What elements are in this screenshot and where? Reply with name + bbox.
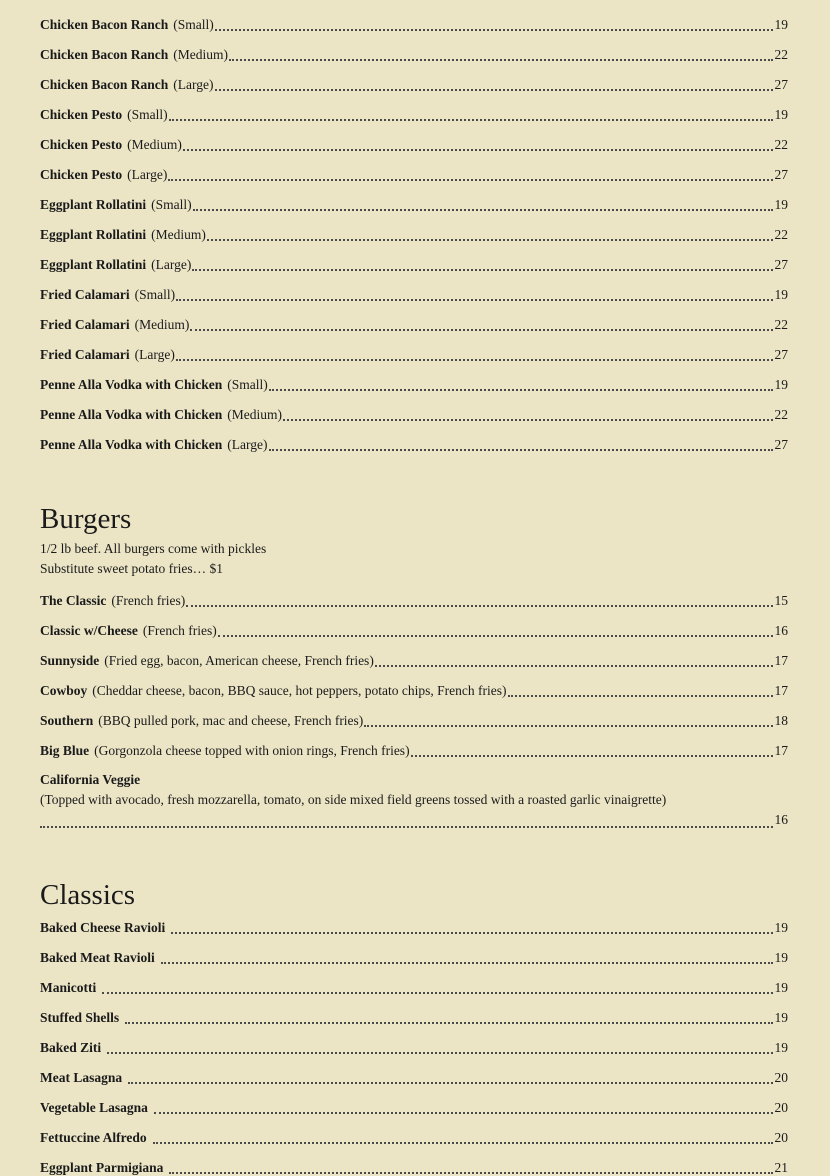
menu-item-description: (Topped with avocado, fresh mozzarella, tomato, on side mixed field greens tossed with a roasted garlic vinaigrette): [40, 792, 667, 807]
menu-item-price: 19: [774, 1040, 788, 1055]
dot-leader: [411, 755, 773, 757]
menu-item-description: (Small): [151, 197, 192, 212]
menu-item-price: 15: [774, 593, 788, 608]
menu-item-price: 16: [774, 623, 788, 638]
menu-item-description: (Medium): [173, 47, 229, 62]
dot-leader: [229, 59, 773, 61]
classics-section-title: Classics: [40, 879, 136, 911]
menu-item-description: (French fries): [111, 593, 186, 608]
dot-leader: [186, 605, 773, 607]
menu-item-description: (Small): [227, 377, 268, 392]
menu-item-price: 20: [774, 1070, 788, 1085]
dot-leader: [269, 449, 773, 451]
menu-item-name: Baked Meat Ravioli: [40, 950, 155, 965]
menu-item-name: Chicken Bacon Ranch: [40, 77, 169, 92]
menu-item-description: (Gorgonzola cheese topped with onion rings, French fries): [94, 743, 410, 758]
dot-leader: [125, 1022, 773, 1024]
menu-item-name: Chicken Bacon Ranch: [40, 17, 169, 32]
menu-item-price: 19: [774, 17, 788, 32]
menu-item-row: [40, 213, 788, 243]
menu-item-price: 19: [774, 287, 788, 302]
menu-item-name: Chicken Pesto: [40, 107, 123, 122]
burgers-list: [40, 579, 788, 759]
menu-item-name: Fried Calamari: [40, 317, 130, 332]
menu-item-description: (Small): [173, 17, 214, 32]
menu-item-price: 22: [774, 137, 788, 152]
menu-item-price: 27: [774, 167, 788, 182]
dot-leader: [154, 1112, 773, 1114]
menu-item-price: 19: [774, 377, 788, 392]
menu-item-row: [40, 333, 788, 363]
dot-leader: [40, 826, 773, 828]
menu-item-row: [40, 669, 788, 699]
menu-item-name: Baked Ziti: [40, 1040, 102, 1055]
menu-item-row: [40, 243, 788, 273]
menu-item-price: 19: [774, 920, 788, 935]
menu-item-name: Chicken Pesto: [40, 167, 123, 182]
dot-leader: [102, 992, 773, 994]
menu-item-price: 27: [774, 347, 788, 362]
menu-item-california-veggie: [40, 759, 788, 830]
dot-leader: [153, 1142, 773, 1144]
menu-item-row: [40, 699, 788, 729]
menu-item-name: Fried Calamari: [40, 347, 130, 362]
menu-item-name: Vegetable Lasagna: [40, 1100, 148, 1115]
menu-item-price: 19: [774, 980, 788, 995]
menu-item-row: [40, 33, 788, 63]
menu-item-description: (BBQ pulled pork, mac and cheese, French fries): [98, 713, 364, 728]
dot-leader: [171, 932, 773, 934]
menu-item-row: [40, 966, 788, 996]
menu-item-row: [40, 303, 788, 333]
menu-item-row: [40, 93, 788, 123]
dot-leader: [269, 389, 773, 391]
pasta-list: [40, 3, 788, 453]
menu-item-row: [40, 579, 788, 609]
menu-item-price: 19: [774, 950, 788, 965]
menu-item-name: Manicotti: [40, 980, 97, 995]
menu-item-name: Eggplant Parmigiana: [40, 1160, 164, 1175]
menu-item-row: [40, 609, 788, 639]
menu-item-name: Big Blue: [40, 743, 90, 758]
menu-item-row: [40, 123, 788, 153]
menu-item-name: Southern: [40, 713, 94, 728]
classics-list: [40, 906, 788, 1176]
dot-leader: [107, 1052, 773, 1054]
menu-item-description: (Medium): [127, 137, 182, 152]
menu-item-name: Sunnyside: [40, 653, 100, 668]
menu-item-name: Fettuccine Alfredo: [40, 1130, 147, 1145]
dot-leader: [283, 419, 773, 421]
menu-item-price: 22: [774, 317, 788, 332]
menu-item-price: 27: [774, 257, 788, 272]
burgers-note: 1/2 lb beef. All burgers come with pickles: [40, 541, 267, 556]
menu-item-price: 19: [774, 1010, 788, 1025]
dot-leader: [128, 1082, 773, 1084]
menu-item-name: Cowboy: [40, 683, 88, 698]
menu-item-row: [40, 63, 788, 93]
dot-leader: [215, 89, 773, 91]
menu-item-row: [40, 936, 788, 966]
menu-item-name: Eggplant Rollatini: [40, 197, 147, 212]
menu-item-description: (Large): [134, 347, 175, 362]
menu-item-name: Stuffed Shells: [40, 1010, 120, 1025]
dot-leader: [215, 29, 773, 31]
burgers-section-title: Burgers: [40, 503, 132, 535]
menu-item-description: (Cheddar cheese, bacon, BBQ sauce, hot peppers, potato chips, French fries): [92, 683, 507, 698]
menu-item-price: 16: [774, 812, 788, 827]
menu-item-description: (Large): [227, 437, 268, 452]
menu-item-name: Classic w/Cheese: [40, 623, 138, 638]
menu-item-name: Chicken Pesto: [40, 137, 123, 152]
dot-leader: [169, 119, 773, 121]
menu-item-name: Chicken Bacon Ranch: [40, 47, 169, 62]
dot-leader: [161, 962, 773, 964]
menu-item-row: [40, 393, 788, 423]
menu-item-description: (Medium): [151, 227, 206, 242]
dot-leader: [207, 239, 773, 241]
menu-item-price: 21: [774, 1160, 788, 1175]
menu-item-description: (Large): [151, 257, 192, 272]
menu-item-row: [40, 729, 788, 759]
menu-item-row: [40, 1026, 788, 1056]
menu-item-price: 22: [774, 227, 788, 242]
menu-item-row: [40, 183, 788, 213]
menu-item-name: Penne Alla Vodka with Chicken: [40, 407, 223, 422]
menu-item-description: (Small): [134, 287, 176, 302]
dot-leader: [190, 329, 773, 331]
menu-item-name: California Veggie: [40, 772, 141, 787]
dot-leader: [364, 725, 773, 727]
menu-item-price: 22: [774, 47, 788, 62]
menu-item-price: 22: [774, 407, 788, 422]
menu-page: [40, 3, 788, 1176]
menu-item-price: 27: [774, 77, 788, 92]
menu-item-name: The Classic: [40, 593, 107, 608]
menu-item-name: Eggplant Rollatini: [40, 227, 147, 242]
menu-item-price: 20: [774, 1130, 788, 1145]
menu-item-price: 20: [774, 1100, 788, 1115]
menu-item-description: (Large): [127, 167, 168, 182]
menu-item-row: [40, 153, 788, 183]
menu-item-row: [40, 423, 788, 453]
menu-item-name: Baked Cheese Ravioli: [40, 920, 166, 935]
menu-item-name: Penne Alla Vodka with Chicken: [40, 377, 223, 392]
menu-item-name: Eggplant Rollatini: [40, 257, 147, 272]
burgers-substitute-note: Substitute sweet potato fries… $1: [40, 561, 223, 576]
dot-leader: [193, 209, 773, 211]
menu-item-row: [40, 639, 788, 669]
menu-item-row: [40, 1146, 788, 1176]
dot-leader: [218, 635, 773, 637]
menu-item-row: [40, 3, 788, 33]
menu-item-price: 17: [774, 653, 788, 668]
dot-leader: [169, 1172, 773, 1174]
menu-item-price: 19: [774, 197, 788, 212]
menu-item-price: 18: [774, 713, 788, 728]
dot-leader: [192, 269, 773, 271]
dot-leader: [375, 665, 773, 667]
dot-leader: [168, 179, 773, 181]
menu-item-price: 19: [774, 107, 788, 122]
menu-item-description: (Medium): [134, 317, 190, 332]
dot-leader: [176, 359, 773, 361]
menu-item-row: [40, 1116, 788, 1146]
menu-item-price: 17: [774, 683, 788, 698]
dot-leader: [183, 149, 773, 151]
menu-item-description: (Medium): [227, 407, 283, 422]
menu-item-row: [40, 363, 788, 393]
menu-item-row: [40, 1086, 788, 1116]
menu-item-row: [40, 273, 788, 303]
menu-item-price: 17: [774, 743, 788, 758]
menu-item-description: (Large): [173, 77, 214, 92]
dot-leader: [508, 695, 773, 697]
menu-item-name: Fried Calamari: [40, 287, 130, 302]
menu-item-description: (Small): [127, 107, 168, 122]
menu-item-name: Penne Alla Vodka with Chicken: [40, 437, 223, 452]
menu-item-row: [40, 996, 788, 1026]
menu-item-row: [40, 1056, 788, 1086]
menu-item-price: 27: [774, 437, 788, 452]
menu-item-row: [40, 906, 788, 936]
menu-item-description: (French fries): [142, 623, 217, 638]
menu-item-name: Meat Lasagna: [40, 1070, 123, 1085]
dot-leader: [176, 299, 773, 301]
menu-item-description: (Fried egg, bacon, American cheese, French fries): [104, 653, 374, 668]
